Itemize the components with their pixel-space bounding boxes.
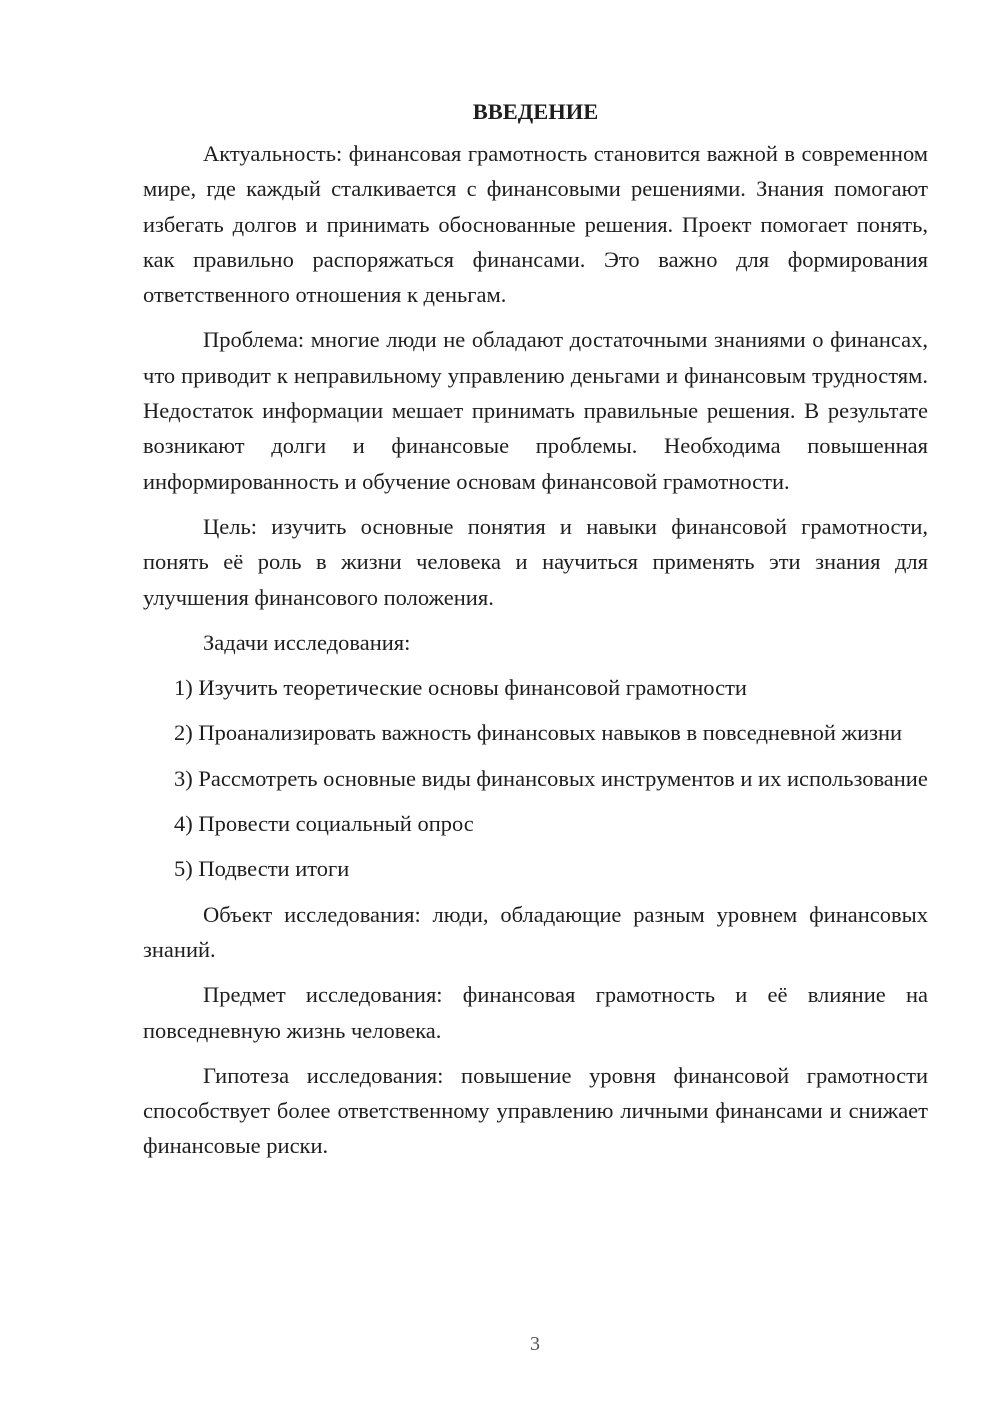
paragraph-actuality: Актуальность: финансовая грамотность становится важной в современном мире, где каждый сталкивается с финансовыми решениями. Знания помогают избегать долгов и принимать обоснованные решения. Проект помогает понять, как правильно распоряжаться финансами. Это важно для формирования ответственного отношения к деньгам. xyxy=(143,141,928,308)
task-item-4: 4) Провести социальный опрос xyxy=(174,811,474,837)
page-title: ВВЕДЕНИЕ xyxy=(472,99,599,124)
task-item-1: 1) Изучить теоретические основы финансовой грамотности xyxy=(174,675,747,701)
paragraph-goal: Цель: изучить основные понятия и навыки финансовой грамотности, понять её роль в жизни человека и научиться применять эти знания для улучшения финансового положения. xyxy=(143,513,928,610)
page-content xyxy=(143,96,928,1164)
task-item-3: 3) Рассмотреть основные виды финансовых инструментов и их использование xyxy=(174,765,928,791)
paragraph-object: Объект исследования: люди, обладающие разным уровнем финансовых знаний. xyxy=(143,901,928,962)
paragraph-subject: Предмет исследования: финансовая грамотность и её влияние на повседневную жизнь человека. xyxy=(143,982,928,1043)
tasks-heading: Задачи исследования: xyxy=(203,629,411,655)
task-item-2: 2) Проанализировать важность финансовых навыков в повседневной жизни xyxy=(174,720,903,746)
task-item-5: 5) Подвести итоги xyxy=(174,856,350,882)
paragraph-problem: Проблема: многие люди не обладают достаточными знаниями о финансах, что приводит к неправильному управлению деньгами и финансовым трудностям. Недостаток информации мешает принимать правильные решения. В результате возникают долги и финансовые проблемы. Необходима повышенная информированность и обучение основам финансовой грамотности. xyxy=(143,327,928,494)
page-number: 3 xyxy=(530,1333,540,1355)
paragraph-hypothesis: Гипотеза исследования: повышение уровня финансовой грамотности способствует более ответственному управлению личными финансами и снижает финансовые риски. xyxy=(143,1062,928,1159)
